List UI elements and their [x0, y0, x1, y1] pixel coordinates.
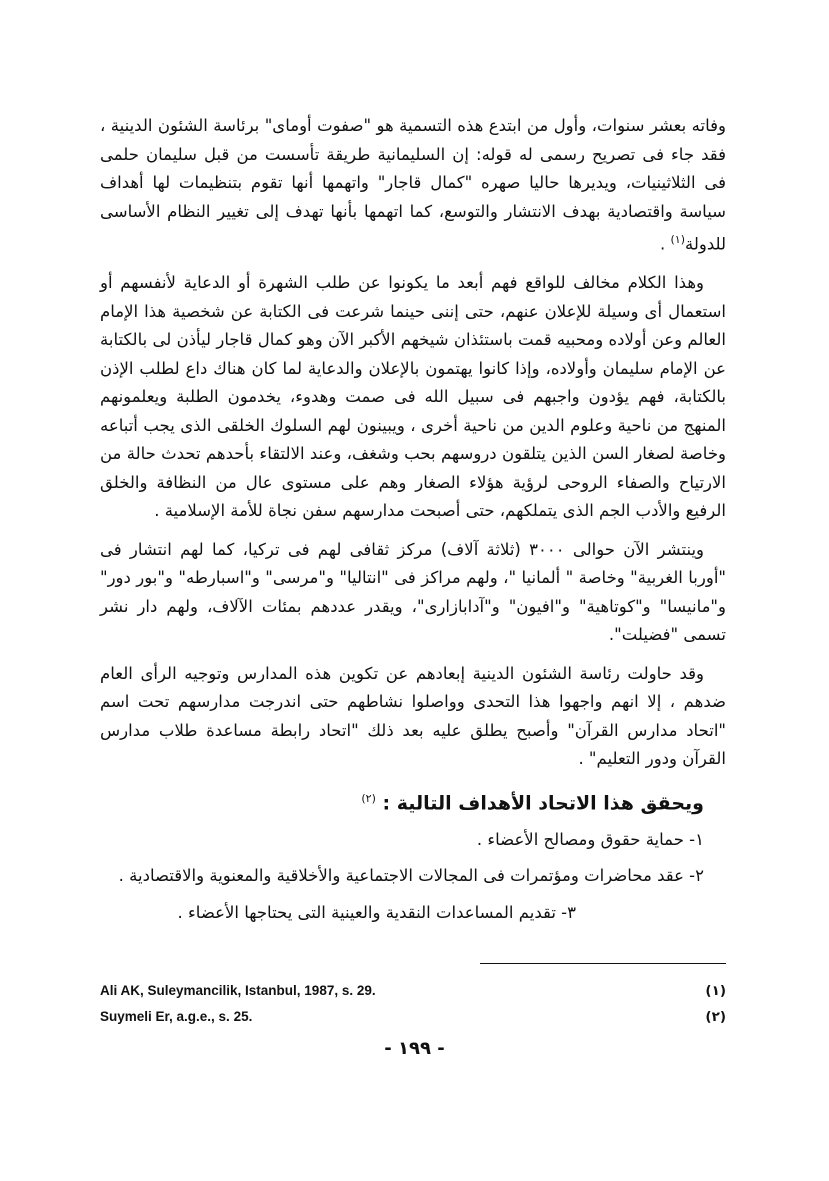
- footnote-marker-2: (٢): [361, 791, 376, 805]
- list-item-2: ٢- عقد محاضرات ومؤتمرات فى المجالات الاجتماعية والأخلاقية والمعنوية والاقتصادية .: [118, 866, 704, 886]
- list-item-1: ١- حماية حقوق ومصالح الأعضاء .: [476, 829, 704, 849]
- list-item-3: ٣- تقديم المساعدات النقدية والعينية التى يحتاجها الأعضاء .: [177, 902, 576, 922]
- paragraph-1-end: .: [659, 234, 671, 254]
- section-heading: [100, 784, 726, 818]
- paragraph-1-text: وفاته بعشر سنوات، وأول من ابتدع هذه التسمية هو "صفوت أوماى" برئاسة الشئون الدينية ، فقد جاء فى تصريح رسمى له قوله: إن السليمانية طريقة تأسست من قبل سليمان حلمى فى الثلاثينيات، ويديرها حاليا صهره "كمال قاجار" واتهمها أنها تقوم بتنظيمات لها أهداف سياسة واقتصادية بهدف الانتشار والتوسع، كما اتهمها بأنها تهدف إلى تغيير النظام الأساسى للدولة: [100, 116, 726, 254]
- footnotes: [100, 980, 726, 1032]
- paragraph-4: وقد حاولت رئاسة الشئون الدينية إبعادهم عن تكوين هذه المدارس وتوجيه الرأى العام ضدهم ، إلا انهم واجهوا هذا التحدى وواصلوا نشاطهم حتى اندرجت مدارسهم تحت اسم "اتحاد مدارس القرآن" وأصبح يطلق عليه بعد ذلك "اتحاد رابطة مساعدة طلاب مدارس القرآن ودور التعليم" .: [100, 663, 726, 768]
- paragraph-2: وهذا الكلام مخالف للواقع فهم أبعد ما يكونوا عن طلب الشهرة أو الدعاية لأنفسهم أو استعمال أى وسيلة للإعلان عنهم، حتى إننى حينما شرعت فى الكتابة عن شخصية هذا الإمام العالم وعن أولاده ومحبيه قمت باستئذان شيخهم الأكبر الآن وهو كمال قاجار ليأذن لى بالكتابة عن الإمام سليمان وأولاده، وإذا كانوا يهتمون بالإعلان والدعاية لما كان هناك داع لطلب الإذن بالكتابة، فهم يؤدون واجبهم فى سبيل الله فى صمت وهدوء، يخدمون الطلبة ويعلمونهم المنهج من ناحية وعلوم الدين من ناحية أخرى ، ويبينون لهم السلوك الخلقى الذى يجب أتباعه وخاصة لصغار السن الذين يتلقون دروسهم بحب وشغف، وعند الالتقاء بأحدهم تحدث حالة من الارتياح والصفاء الروحى لرؤية هؤلاء الصغار وهم على مستوى عال من النظافة والخلق الرفيع والأدب الجم الذى يتملكهم، حتى أصبحت مدارسهم سفن نجاة للأمة الإسلامية .: [100, 273, 726, 520]
- footnote-1-number: (١): [705, 983, 726, 999]
- section-heading-text: ويحقق هذا الاتحاد الأهداف التالية :: [382, 791, 704, 814]
- paragraph-1: [100, 112, 726, 259]
- page-number: - ١٩٩ -: [384, 1038, 445, 1059]
- footnote-2-text: Suymeli Er, a.g.e., s. 25.: [100, 1009, 253, 1024]
- footnote-marker-1: (١): [670, 233, 685, 246]
- footnote-2: [100, 1006, 726, 1028]
- footnote-divider: [480, 963, 726, 964]
- footnote-2-number: (٢): [705, 1009, 726, 1025]
- page-body: [100, 112, 726, 935]
- footnote-1: [100, 980, 726, 1002]
- footnote-1-text: Ali AK, Suleymancilik, Istanbul, 1987, s. 29.: [100, 983, 376, 998]
- paragraph-3: وينتشر الآن حوالى ٣٠٠٠ (ثلاثة آلاف) مركز ثقافى لهم فى تركيا، كما لهم انتشار فى "أوربا الغربية" وخاصة " ألمانيا "، ولهم مراكز فى "انتاليا" و"مرسى" و"اسبارطه" و"بور دور" و"مانيسا" و"كوتاهية" و"افيون" و"آدابازارى"، ويقدر عددهم بمئات الآلاف، ولهم دار نشر تسمى "فضيلت".: [100, 539, 726, 644]
